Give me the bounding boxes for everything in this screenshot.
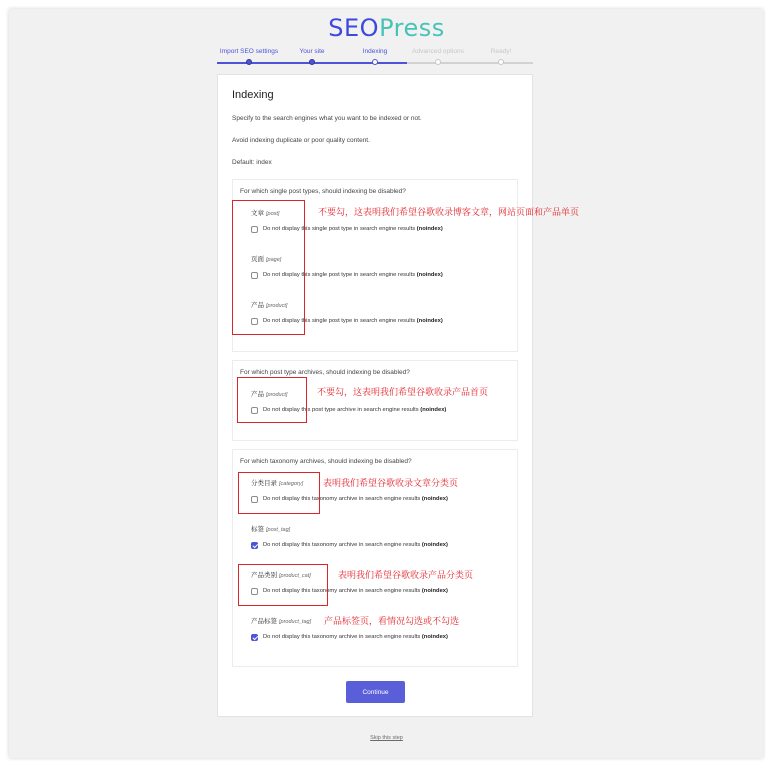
annotation-text: 表明我们希望谷歌收录产品分类页 xyxy=(338,571,474,581)
step-dot xyxy=(246,59,252,65)
annotation-text: 表明我们希望谷歌收录文章分类页 xyxy=(323,479,459,489)
post-type-label: 产品 [product] xyxy=(251,302,288,309)
annotation-box xyxy=(238,564,328,606)
setup-stepper xyxy=(217,48,533,70)
archives-section: For which post type archives, should indexing be disabled? 产品 [product] Do not display this post type archive in search engine results (noindex) xyxy=(232,360,518,441)
intro-text: Specify to the search engines what you want to be indexed or not. xyxy=(232,115,422,122)
continue-button[interactable]: Continue xyxy=(346,681,405,703)
step-ready: Ready! xyxy=(490,48,512,55)
intro-text: Avoid indexing duplicate or poor quality content. xyxy=(232,137,370,144)
skip-step-link[interactable]: Skip this step xyxy=(370,735,403,741)
taxonomy-label: 产品类别 [product_cat] xyxy=(251,572,311,579)
post-type-label: 文章 [post] xyxy=(251,210,280,217)
default-text: Default: index xyxy=(232,159,272,166)
taxonomies-section: For which taxonomy archives, should indexing be disabled? 分类目录 [category] Do not display this taxonomy archive in search engine results (noindex) 标签 [post_tag] Do not display this taxonomy archive in search engine results (noindex) 产品类别 [product_cat] Do not display this taxonomy archive in search engine results (noindex) 产品标签 [product_tag] Do not display this taxonomy archive in search engine results (noindex) xyxy=(232,449,518,667)
annotation-box xyxy=(238,472,320,514)
annotation-text: 产品标签页，看情况勾选或不勾选 xyxy=(324,617,460,627)
step-advanced-options: Advanced options xyxy=(412,48,464,55)
annotation-box xyxy=(237,377,307,423)
annotation-text: 不要勾，这表明我们希望谷歌收录博客文章，网站页面和产品单页 xyxy=(318,208,580,218)
noindex-checkbox-checked[interactable] xyxy=(251,542,258,549)
archive-label: 产品 [product] xyxy=(251,391,288,398)
taxonomy-label: 产品标签 [product_tag] xyxy=(251,618,312,625)
post-types-section: For which single post types, should indexing be disabled? 文章 [post] Do not display this single post type in search engine results (noindex) 页面 [page] Do not display this single post type in search engine results (noindex) 产品 [product] Do not display this single post type in search engine results (noindex) xyxy=(232,179,518,352)
annotation-box xyxy=(232,200,305,335)
annotation-text: 不要勾，这表明我们希望谷歌收录产品首页 xyxy=(317,388,489,398)
step-import-seo-settings[interactable]: Import SEO settings xyxy=(219,48,279,55)
section-title: For which taxonomy archives, should indexing be disabled? xyxy=(240,458,412,465)
step-dot-current xyxy=(372,59,378,65)
page-title: Indexing xyxy=(232,89,274,101)
post-type-label: 页面 [page] xyxy=(251,256,282,263)
taxonomy-label: 分类目录 [category] xyxy=(251,480,304,487)
step-dot xyxy=(435,59,441,65)
section-title: For which post type archives, should indexing be disabled? xyxy=(240,369,410,376)
step-your-site[interactable]: Your site xyxy=(299,48,325,55)
seopress-logo: SEOPress xyxy=(328,14,445,42)
section-title: For which single post types, should indexing be disabled? xyxy=(240,188,406,195)
noindex-checkbox-checked[interactable] xyxy=(251,634,258,641)
step-dot xyxy=(309,59,315,65)
step-dot xyxy=(498,59,504,65)
step-indexing[interactable]: Indexing xyxy=(362,48,388,55)
taxonomy-label: 标签 [post_tag] xyxy=(251,526,291,533)
